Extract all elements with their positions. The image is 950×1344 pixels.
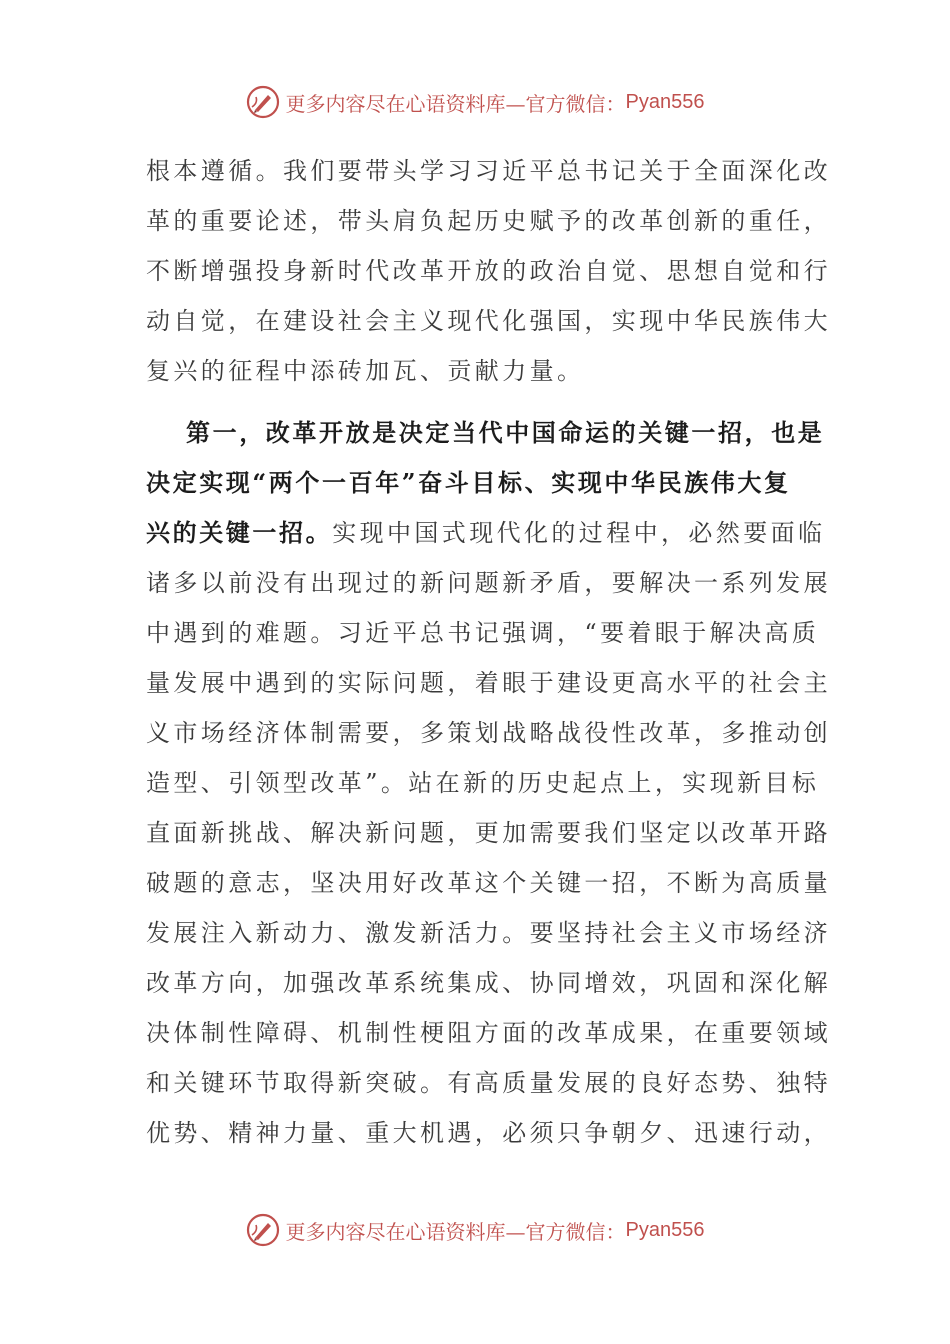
text-line: 诸多以前没有出现过的新问题新矛盾，要解决一系列发展 bbox=[146, 569, 831, 597]
banner-handle: Pyan556 bbox=[625, 1218, 705, 1241]
text-line: 中遇到的难题。习近平总书记强调，“要着眼于解决高质 bbox=[146, 619, 820, 647]
banner-text: 更多内容尽在心语资料库—官方微信： bbox=[285, 91, 626, 116]
text-line: 义市场经济体制需要，多策划战略战役性改革，多推动创 bbox=[146, 719, 831, 747]
text-line: 根本遵循。我们要带头学习习近平总书记关于全面深化改 bbox=[146, 157, 831, 185]
text-line: 优势、精神力量、重大机遇，必须只争朝夕、迅速行动， bbox=[146, 1119, 831, 1147]
text-span: 实现中国式现代化的过程中，必然要面临 bbox=[332, 519, 826, 547]
pen-logo-icon bbox=[246, 85, 280, 119]
paragraph-1 bbox=[146, 146, 831, 396]
document-body bbox=[146, 146, 831, 1158]
paragraph-2 bbox=[146, 408, 831, 1158]
text-line: 决体制性障碍、机制性梗阻方面的改革成果，在重要领域 bbox=[146, 1019, 831, 1047]
pen-logo-icon bbox=[246, 1213, 280, 1247]
text-line: 和关键环节取得新突破。有高质量发展的良好态势、独特 bbox=[146, 1069, 831, 1097]
bold-heading-end: 兴的关键一招。 bbox=[146, 518, 333, 547]
text-line: 改革方向，加强改革系统集成、协同增效，巩固和深化解 bbox=[146, 969, 831, 997]
footer-banner bbox=[0, 1210, 950, 1250]
text-line: 革的重要论述，带头肩负起历史赋予的改革创新的重任， bbox=[146, 207, 831, 235]
text-line: 动自觉，在建设社会主义现代化强国，实现中华民族伟大 bbox=[146, 307, 831, 335]
text-line: 不断增强投身新时代改革开放的政治自觉、思想自觉和行 bbox=[146, 257, 831, 285]
text-line: 破题的意志，坚决用好改革这个关键一招，不断为高质量 bbox=[146, 869, 831, 897]
header-banner bbox=[0, 82, 950, 122]
bold-heading-line: 第一，改革开放是决定当代中国命运的关键一招，也是 bbox=[186, 418, 825, 447]
text-line: 直面新挑战、解决新问题，更加需要我们坚定以改革开路 bbox=[146, 819, 831, 847]
text-line: 量发展中遇到的实际问题，着眼于建设更高水平的社会主 bbox=[146, 669, 831, 697]
text-line: 复兴的征程中添砖加瓦、贡献力量。 bbox=[146, 357, 585, 385]
bold-heading-line: 决定实现“两个一百年”奋斗目标、实现中华民族伟大复 bbox=[146, 468, 791, 497]
banner-text: 更多内容尽在心语资料库—官方微信： bbox=[285, 1219, 626, 1244]
banner-handle: Pyan556 bbox=[625, 90, 705, 113]
text-line bbox=[146, 508, 826, 558]
text-line: 造型、引领型改革”。站在新的历史起点上，实现新目标 bbox=[146, 769, 820, 797]
text-line: 发展注入新动力、激发新活力。要坚持社会主义市场经济 bbox=[146, 919, 831, 947]
